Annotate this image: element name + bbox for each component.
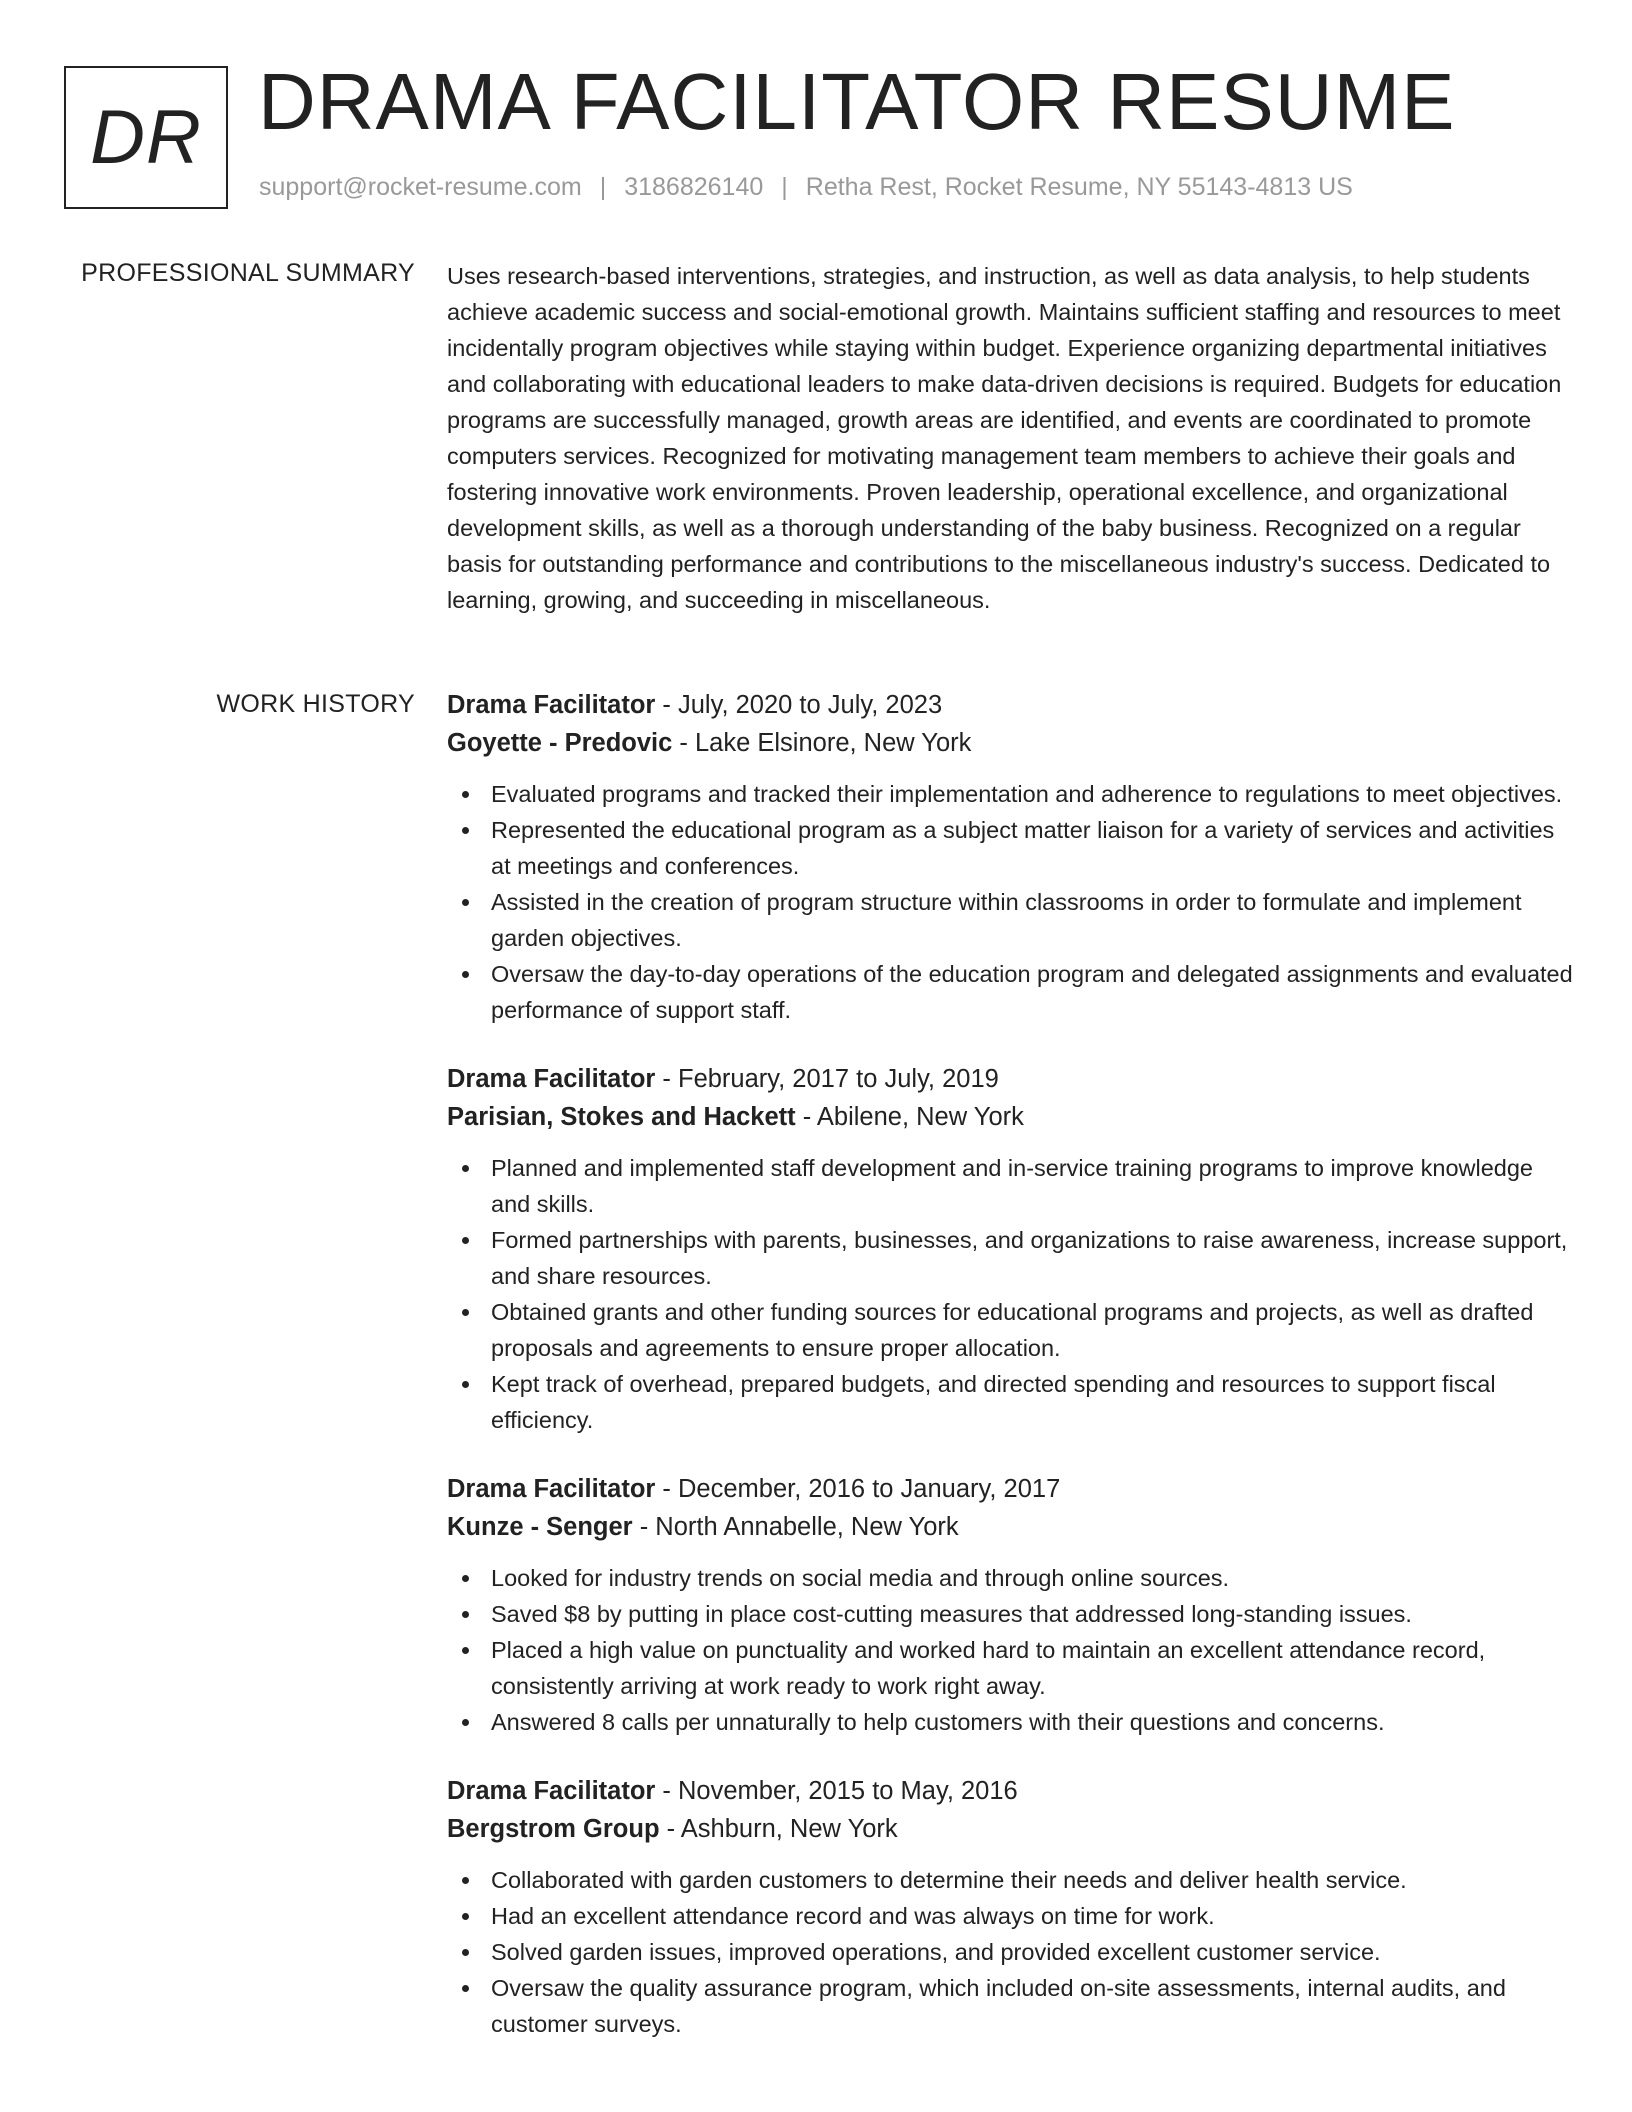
contact-email[interactable]: support@rocket-resume.com <box>259 173 582 201</box>
job-bullet: Assisted in the creation of program structure within classrooms in order to formulate and implement garden objectives. <box>447 884 1577 956</box>
monogram-badge: DR <box>64 66 228 209</box>
job-title: Drama Facilitator <box>447 1065 656 1093</box>
job-bullet: Answered 8 calls per unnaturally to help customers with their questions and concerns. <box>447 1704 1577 1740</box>
job-location: - Ashburn, New York <box>659 1815 898 1843</box>
job-bullet: Looked for industry trends on social media and through online sources. <box>447 1560 1577 1596</box>
job-entry <box>447 1772 1577 2042</box>
job-entry <box>447 1060 1577 1438</box>
job-entry <box>447 686 1577 1028</box>
job-dates: - July, 2020 to July, 2023 <box>655 691 943 719</box>
job-title-line <box>447 1060 1577 1098</box>
job-title-line <box>447 686 1577 724</box>
job-dates: - November, 2015 to May, 2016 <box>655 1777 1018 1805</box>
job-entry <box>447 1470 1577 1740</box>
job-bullets <box>447 776 1577 1028</box>
work-history-section <box>447 686 1577 2074</box>
resume-title: DRAMA FACILITATOR RESUME <box>258 57 1456 146</box>
job-location: - North Annabelle, New York <box>632 1513 959 1541</box>
job-location: - Lake Elsinore, New York <box>672 729 972 757</box>
job-bullet: Oversaw the day-to-day operations of the education program and delegated assignments and evaluated performance of support staff. <box>447 956 1577 1028</box>
job-bullet: Collaborated with garden customers to determine their needs and deliver health service. <box>447 1862 1577 1898</box>
job-bullet: Obtained grants and other funding sources for educational programs and projects, as well as drafted proposals and agreements to ensure proper allocation. <box>447 1294 1577 1366</box>
job-bullet: Placed a high value on punctuality and worked hard to maintain an excellent attendance record, consistently arriving at work ready to work right away. <box>447 1632 1577 1704</box>
contact-separator: | <box>599 173 607 201</box>
contact-separator: | <box>781 173 788 201</box>
contact-line <box>259 173 1353 202</box>
contact-phone[interactable]: 3186826140 <box>624 173 764 201</box>
job-bullets <box>447 1560 1577 1740</box>
job-title: Drama Facilitator <box>447 691 656 719</box>
contact-address: Retha Rest, Rocket Resume, NY 55143-4813 US <box>805 173 1353 201</box>
job-bullet: Represented the educational program as a subject matter liaison for a variety of services and activities at meetings and conferences. <box>447 812 1577 884</box>
job-bullet: Had an excellent attendance record and was always on time for work. <box>447 1898 1577 1934</box>
section-label-summary: PROFESSIONAL SUMMARY <box>81 259 415 287</box>
summary-text: Uses research-based interventions, strategies, and instruction, as well as data analysis, to help students achieve academic success and social-emotional growth. Maintains sufficient staffing and resources to meet incidentally program objectives while staying within budget. Experience organizing departmental initiatives and collaborating with educational leaders to make data-driven decisions is required. Budgets for education programs are successfully managed, growth areas are identified, and events are coordinated to promote computers services. Recognized for motivating management team members to achieve their goals and fostering innovative work environments. Proven leadership, operational excellence, and organizational development skills, as well as a thorough understanding of the baby business. Recognized on a regular basis for outstanding performance and contributions to the miscellaneous industry's success. Dedicated to learning, growing, and succeeding in miscellaneous. <box>447 263 1562 613</box>
job-company-line <box>447 1810 1577 1848</box>
job-bullet: Saved $8 by putting in place cost-cutting measures that addressed long-standing issues. <box>447 1596 1577 1632</box>
job-company: Bergstrom Group <box>447 1815 660 1843</box>
job-bullets <box>447 1862 1577 2042</box>
job-bullet: Evaluated programs and tracked their implementation and adherence to regulations to meet objectives. <box>447 776 1577 812</box>
job-bullet: Solved garden issues, improved operations, and provided excellent customer service. <box>447 1934 1577 1970</box>
job-title-line <box>447 1772 1577 1810</box>
summary-section <box>447 258 1577 618</box>
job-company: Goyette - Predovic <box>447 729 673 757</box>
job-bullets <box>447 1150 1577 1438</box>
job-company-line <box>447 1508 1577 1546</box>
job-company-line <box>447 724 1577 762</box>
job-company: Kunze - Senger <box>447 1513 633 1541</box>
job-dates: - February, 2017 to July, 2019 <box>655 1065 999 1093</box>
job-dates: - December, 2016 to January, 2017 <box>655 1475 1061 1503</box>
job-company: Parisian, Stokes and Hackett <box>447 1103 796 1131</box>
job-bullet: Oversaw the quality assurance program, which included on-site assessments, internal audits, and customer surveys. <box>447 1970 1577 2042</box>
job-location: - Abilene, New York <box>795 1103 1024 1131</box>
job-bullet: Formed partnerships with parents, businesses, and organizations to raise awareness, increase support, and share resources. <box>447 1222 1577 1294</box>
job-bullet: Planned and implemented staff development and in-service training programs to improve knowledge and skills. <box>447 1150 1577 1222</box>
job-company-line <box>447 1098 1577 1136</box>
job-title-line <box>447 1470 1577 1508</box>
job-title: Drama Facilitator <box>447 1475 656 1503</box>
job-bullet: Kept track of overhead, prepared budgets, and directed spending and resources to support fiscal efficiency. <box>447 1366 1577 1438</box>
section-label-work-history: WORK HISTORY <box>216 690 415 718</box>
job-title: Drama Facilitator <box>447 1777 656 1805</box>
